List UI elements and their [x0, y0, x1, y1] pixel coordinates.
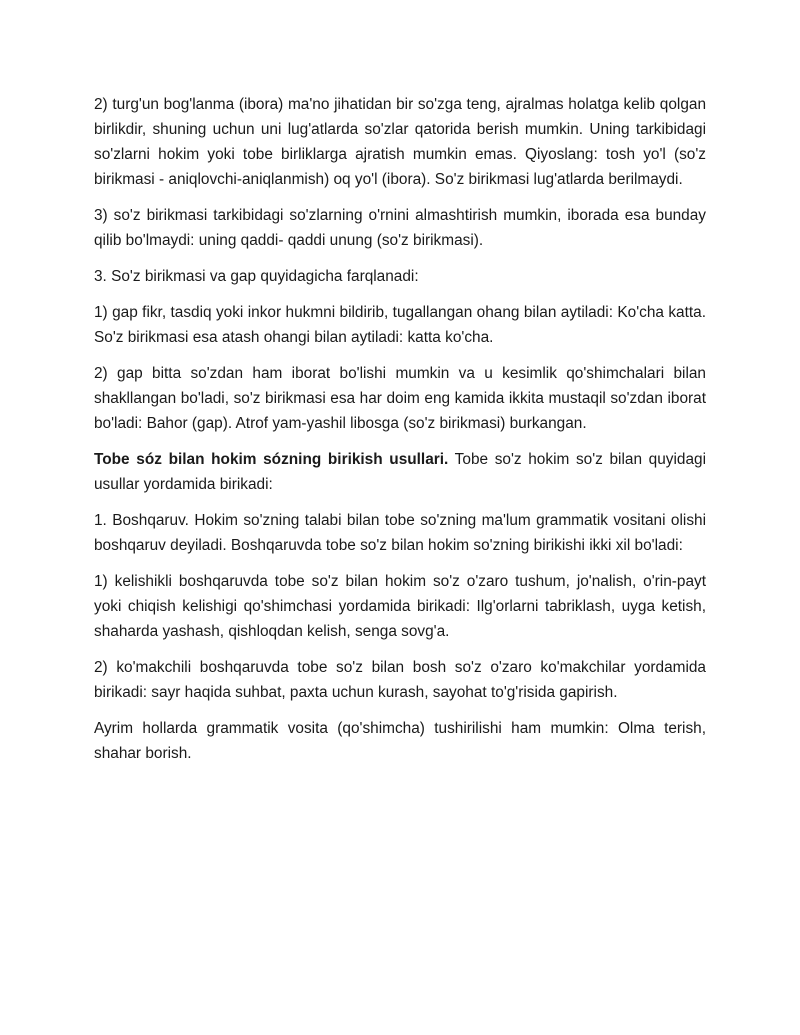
paragraph-text: 2) gap bitta so'zdan ham iborat bo'lishi mumkin va u kesimlik qo'shimchalari bilan shakllangan bo'ladi, so'z birikmasi esa har doim eng kamida ikkita mustaqil so'zdan iborat bo'ladi: Bahor (gap). Atrof yam-yashil libosga (so'z birikmasi) burkangan.: [94, 365, 706, 432]
paragraph-komakchili-boshqaruv: [94, 655, 706, 705]
paragraph-boshqaruv: [94, 508, 706, 558]
paragraph-text: 1) kelishikli boshqaruvda tobe so'z bilan hokim so'z o'zaro tushum, jo'nalish, o'rin-payt yoki chiqish kelishigi qo'shimchasi yordamida birikadi: Ilg'orlarni tabriklash, uyga ketish, shaharda yashash, qishloqdan kelish, senga sovg'a.: [94, 573, 706, 640]
paragraph-text: Ayrim hollarda grammatik vosita (qo'shimcha) tushirilishi ham mumkin: Olma terish, shahar borish.: [94, 720, 706, 762]
paragraph-soz-birikmasi-tarkibi: [94, 203, 706, 253]
paragraph-text: 3. So'z birikmasi va gap quyidagicha farqlanadi:: [94, 268, 419, 285]
paragraph-kelishikli-boshqaruv: [94, 569, 706, 644]
paragraph-gap-bitta-sozdan: [94, 361, 706, 436]
paragraph-text: 2) turg'un bog'lanma (ibora) ma'no jihatidan bir so'zga teng, ajralmas holatga kelib qolgan birlikdir, shuning uchun uni lug'atlarda so'zlar qatorida berish mumkin. Uning tarkibidagi so'zlarni hokim yoki tobe birliklarga ajratish mumkin emas. Qiyoslang: tosh yo'l (so'z birikmasi - aniqlovchi-aniqlanmish) oq yo'l (ibora). So'z birikmasi lug'atlarda berilmaydi.: [94, 96, 706, 188]
paragraph-text: 1. Boshqaruv. Hokim so'zning talabi bilan tobe so'zning ma'lum grammatik vositani olishi boshqaruv deyiladi. Boshqaruvda tobe so'z bilan hokim so'zning birikishi ikki xil bo'ladi:: [94, 512, 706, 554]
paragraph-text: Tobe so'z hokim so'z bilan quyidagi usullar yordamida birikadi:: [94, 451, 706, 493]
paragraph-text: 2) ko'makchili boshqaruvda tobe so'z bilan bosh so'z o'zaro ko'makchilar yordamida birikadi: sayr haqida suhbat, paxta uchun kurash, sayohat to'g'risida gapirish.: [94, 659, 706, 701]
paragraph-birikish-usullari: [94, 447, 706, 497]
paragraph-ayrim-hollarda: [94, 716, 706, 766]
paragraph-gap-farqlari-heading: [94, 264, 706, 289]
paragraph-text: 1) gap fikr, tasdiq yoki inkor hukmni bildirib, tugallangan ohang bilan aytiladi: Ko'cha katta. So'z birikmasi esa atash ohangi bilan aytiladi: katta ko'cha.: [94, 304, 706, 346]
paragraph-text: 3) so'z birikmasi tarkibidagi so'zlarning o'rnini almashtirish mumkin, iborada esa bunday qilib bo'lmaydi: uning qaddi- qaddi unung (so'z birikmasi).: [94, 207, 706, 249]
paragraph-gap-fikr: [94, 300, 706, 350]
paragraph-turgun-boglanma: [94, 92, 706, 192]
section-heading: Tobe sóz bilan hokim sózning birikish usullari.: [94, 451, 449, 468]
